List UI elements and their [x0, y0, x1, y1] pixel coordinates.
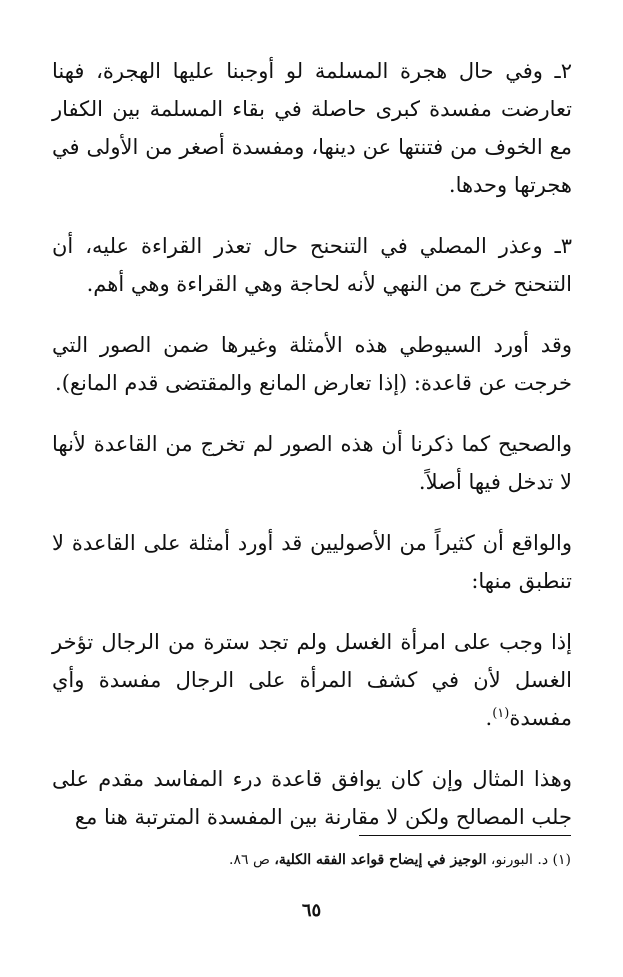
- paragraph-text: إذا وجب على امرأة الغسل ولم تجد سترة من الرجال تؤخر الغسل لأن في كشف المرأة على الرجال مفسدة وأي مفسدة: [52, 630, 572, 730]
- paragraph: والصحيح كما ذكرنا أن هذه الصور لم تخرج من القاعدة لأنها لا تدخل فيها أصلاً.: [52, 432, 572, 494]
- paragraph-with-footnote-ref: [52, 623, 572, 737]
- footnote: [52, 848, 571, 872]
- paragraph: والواقع أن كثيراً من الأصوليين قد أورد أمثلة على القاعدة لا تنطبق منها:: [52, 531, 572, 593]
- paragraph: وهذا المثال وإن كان يوافق قاعدة درء المفاسد مقدم على جلب المصالح ولكن لا مقارنة بين المفسدة المترتبة هنا مع: [52, 767, 572, 829]
- main-text: [52, 52, 572, 859]
- paragraph-end-mark: .: [485, 706, 493, 730]
- footnote-divider: [359, 835, 571, 836]
- footnote-reference: (١): [492, 706, 510, 721]
- footnote-author: د. البورنو،: [490, 852, 549, 868]
- paragraph: ٢ـ وفي حال هجرة المسلمة لو أوجبنا عليها الهجرة، فهنا تعارضت مفسدة كبرى حاصلة في بقاء المسلمة بين الكفار مع الخوف من فتنتها عن دينها، ومفسدة أصغر من الأولى في هجرتها وحدها.: [52, 59, 572, 197]
- paragraph: وقد أورد السيوطي هذه الأمثلة وغيرها ضمن الصور التي خرجت عن قاعدة: (إذا تعارض المانع والمقتضى قدم المانع).: [52, 333, 572, 395]
- footnote-number: (١): [552, 852, 571, 868]
- paragraph: ٣ـ وعذر المصلي في التنحنح حال تعذر القراءة عليه، أن التنحنح خرج من النهي لأنه لحاجة وهي القراءة وهي أهم.: [52, 234, 572, 296]
- footnote-page-ref: ص ٨٦.: [229, 852, 270, 868]
- page-number: ٦٥: [301, 900, 322, 921]
- footnote-book-title: الوجيز في إيضاح قواعد الفقه الكلية،: [274, 852, 487, 868]
